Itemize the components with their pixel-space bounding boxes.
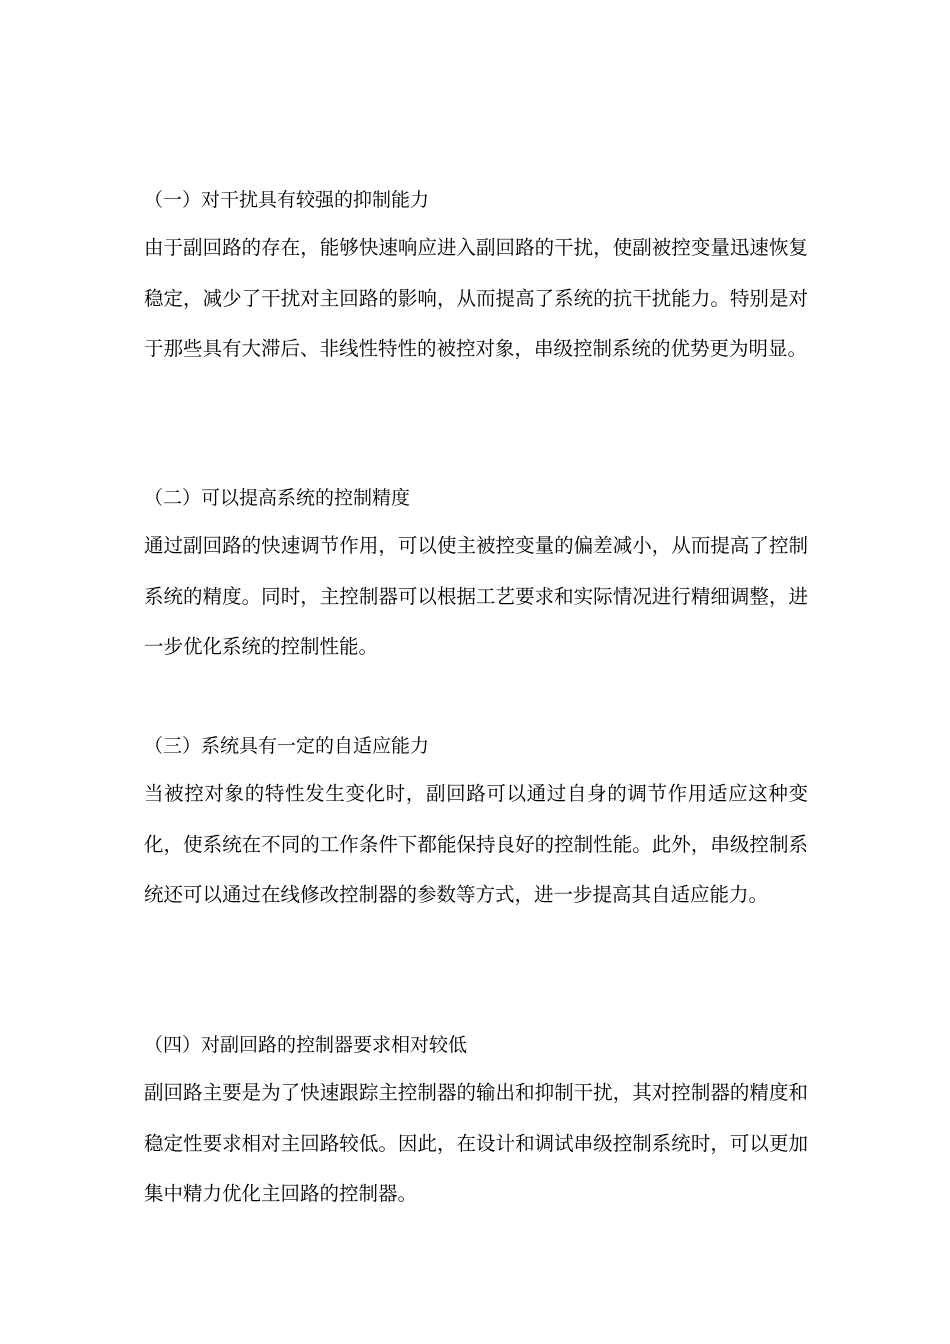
section-control-precision: [144, 484, 808, 673]
section-adaptive-ability: [144, 732, 808, 921]
section-paragraph: 当被控对象的特性发生变化时，副回路可以通过自身的调节作用适应这种变化，使系统在不同的工作条件下都能保持良好的控制性能。此外，串级控制系统还可以通过在线修改控制器的参数等方式，进一步提高其自适应能力。: [144, 782, 808, 906]
section-heading: （一）对干扰具有较强的抑制能力: [144, 189, 430, 211]
section-heading: （四）对副回路的控制器要求相对较低: [144, 1034, 468, 1056]
section-heading: （三）系统具有一定的自适应能力: [144, 735, 430, 757]
section-heading: （二）可以提高系统的控制精度: [144, 487, 411, 509]
section-secondary-controller: [144, 1031, 808, 1220]
section-anti-interference: [144, 186, 808, 375]
section-paragraph: 由于副回路的存在，能够快速响应进入副回路的干扰，使副被控变量迅速恢复稳定，减少了干扰对主回路的影响，从而提高了系统的抗干扰能力。特别是对于那些具有大滞后、非线性特性的被控对象，串级控制系统的优势更为明显。: [144, 236, 808, 360]
section-paragraph: 通过副回路的快速调节作用，可以使主被控变量的偏差减小，从而提高了控制系统的精度。同时，主控制器可以根据工艺要求和实际情况进行精细调整，进一步优化系统的控制性能。: [144, 534, 808, 658]
section-paragraph: 副回路主要是为了快速跟踪主控制器的输出和抑制干扰，其对控制器的精度和稳定性要求相对主回路较低。因此，在设计和调试串级控制系统时，可以更加集中精力优化主回路的控制器。: [144, 1081, 808, 1205]
